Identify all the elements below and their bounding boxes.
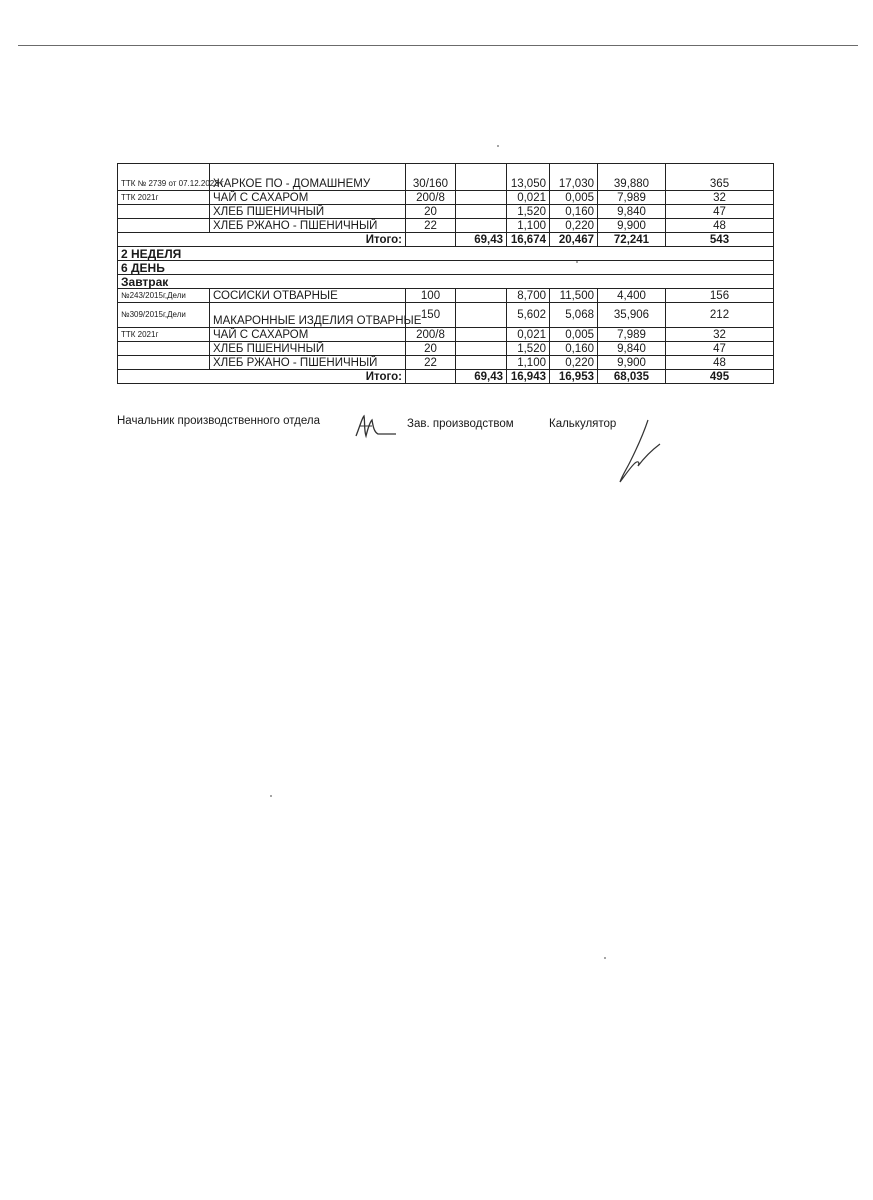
- recipe-code: [118, 205, 210, 219]
- total-fats: 20,467: [550, 233, 598, 247]
- meal-heading: Завтрак: [118, 275, 774, 289]
- total-kcal: 495: [666, 370, 774, 384]
- section-row: [118, 261, 774, 275]
- dish-carbs: 7,989: [598, 191, 666, 205]
- dish-price: [456, 303, 507, 328]
- total-row: [118, 370, 774, 384]
- dish-name: ХЛЕБ ПШЕНИЧНЫЙ: [210, 205, 406, 219]
- total-carbs: 72,241: [598, 233, 666, 247]
- dish-proteins: 1,520: [507, 342, 550, 356]
- dish-yield: 100: [406, 289, 456, 303]
- menu-table: [117, 163, 774, 384]
- dish-carbs: 9,840: [598, 205, 666, 219]
- recipe-code: ТТК 2021г: [118, 191, 210, 205]
- dish-name: МАКАРОННЫЕ ИЗДЕЛИЯ ОТВАРНЫЕ: [210, 303, 406, 328]
- dish-carbs: 9,900: [598, 356, 666, 370]
- section-row: [118, 275, 774, 289]
- dish-proteins: 13,050: [507, 164, 550, 191]
- dish-fats: 11,500: [550, 289, 598, 303]
- dish-fats: 0,160: [550, 342, 598, 356]
- total-kcal: 543: [666, 233, 774, 247]
- dish-yield: 30/160: [406, 164, 456, 191]
- total-price: 69,43: [456, 370, 507, 384]
- total-yield: [406, 233, 456, 247]
- recipe-code: [118, 356, 210, 370]
- dish-kcal: 48: [666, 219, 774, 233]
- table-row: [118, 356, 774, 370]
- dish-yield: 22: [406, 356, 456, 370]
- scan-speck: [604, 957, 606, 959]
- dish-proteins: 1,520: [507, 205, 550, 219]
- recipe-code: №309/2015г,Дели: [118, 303, 210, 328]
- section-row: [118, 247, 774, 261]
- dish-kcal: 48: [666, 356, 774, 370]
- dish-carbs: 4,400: [598, 289, 666, 303]
- dish-price: [456, 356, 507, 370]
- dish-fats: 17,030: [550, 164, 598, 191]
- recipe-code: ТТК 2021г: [118, 328, 210, 342]
- table-row: [118, 328, 774, 342]
- dish-kcal: 212: [666, 303, 774, 328]
- scan-speck: [497, 145, 499, 147]
- table-row: [118, 342, 774, 356]
- dish-kcal: 32: [666, 191, 774, 205]
- scan-speck: [576, 261, 578, 263]
- total-fats: 16,953: [550, 370, 598, 384]
- total-label: Итого:: [118, 233, 406, 247]
- signature-mark: [610, 418, 670, 488]
- dish-price: [456, 328, 507, 342]
- dish-fats: 5,068: [550, 303, 598, 328]
- dish-name: ЧАЙ С САХАРОМ: [210, 328, 406, 342]
- table-row: [118, 219, 774, 233]
- production-manager-label: Зав. производством: [407, 418, 514, 430]
- dish-yield: 22: [406, 219, 456, 233]
- scan-speck: [270, 795, 272, 797]
- day-heading: 6 ДЕНЬ: [118, 261, 774, 275]
- recipe-code: [118, 342, 210, 356]
- table-row: [118, 191, 774, 205]
- dish-name: ХЛЕБ РЖАНО - ПШЕНИЧНЫЙ: [210, 219, 406, 233]
- dish-name: ЧАЙ С САХАРОМ: [210, 191, 406, 205]
- total-proteins: 16,674: [507, 233, 550, 247]
- dish-fats: 0,005: [550, 191, 598, 205]
- calculator-label: Калькулятор: [549, 418, 617, 430]
- dish-proteins: 0,021: [507, 191, 550, 205]
- dish-name: ЖАРКОЕ ПО - ДОМАШНЕМУ: [210, 164, 406, 191]
- head-of-production-label: Начальник производственного отдела: [117, 415, 320, 427]
- dish-price: [456, 289, 507, 303]
- table-row: [118, 164, 774, 191]
- dish-carbs: 9,840: [598, 342, 666, 356]
- dish-yield: 200/8: [406, 328, 456, 342]
- week-heading: 2 НЕДЕЛЯ: [118, 247, 774, 261]
- total-label: Итого:: [118, 370, 406, 384]
- dish-carbs: 9,900: [598, 219, 666, 233]
- total-price: 69,43: [456, 233, 507, 247]
- dish-proteins: 1,100: [507, 219, 550, 233]
- total-carbs: 68,035: [598, 370, 666, 384]
- table-row: [118, 303, 774, 328]
- dish-price: [456, 164, 507, 191]
- dish-proteins: 1,100: [507, 356, 550, 370]
- dish-proteins: 5,602: [507, 303, 550, 328]
- dish-kcal: 156: [666, 289, 774, 303]
- dish-kcal: 47: [666, 342, 774, 356]
- dish-price: [456, 219, 507, 233]
- dish-fats: 0,005: [550, 328, 598, 342]
- dish-name: ХЛЕБ ПШЕНИЧНЫЙ: [210, 342, 406, 356]
- dish-price: [456, 205, 507, 219]
- dish-yield: 20: [406, 205, 456, 219]
- page-top-line: [18, 45, 858, 46]
- signature-mark: [352, 412, 402, 442]
- dish-fats: 0,220: [550, 356, 598, 370]
- dish-name: СОСИСКИ ОТВАРНЫЕ: [210, 289, 406, 303]
- dish-proteins: 8,700: [507, 289, 550, 303]
- dish-name: ХЛЕБ РЖАНО - ПШЕНИЧНЫЙ: [210, 356, 406, 370]
- total-row: [118, 233, 774, 247]
- dish-yield: 150: [406, 303, 456, 328]
- total-yield: [406, 370, 456, 384]
- recipe-code: [118, 219, 210, 233]
- dish-yield: 20: [406, 342, 456, 356]
- dish-fats: 0,220: [550, 219, 598, 233]
- dish-yield: 200/8: [406, 191, 456, 205]
- dish-carbs: 39,880: [598, 164, 666, 191]
- dish-carbs: 7,989: [598, 328, 666, 342]
- dish-kcal: 365: [666, 164, 774, 191]
- dish-proteins: 0,021: [507, 328, 550, 342]
- dish-carbs: 35,906: [598, 303, 666, 328]
- dish-kcal: 47: [666, 205, 774, 219]
- table-row: [118, 289, 774, 303]
- recipe-code: №243/2015г,Дели: [118, 289, 210, 303]
- dish-kcal: 32: [666, 328, 774, 342]
- dish-fats: 0,160: [550, 205, 598, 219]
- total-proteins: 16,943: [507, 370, 550, 384]
- table-row: [118, 205, 774, 219]
- dish-price: [456, 342, 507, 356]
- recipe-code: ТТК № 2739 от 07.12.2023 г: [118, 164, 210, 191]
- dish-price: [456, 191, 507, 205]
